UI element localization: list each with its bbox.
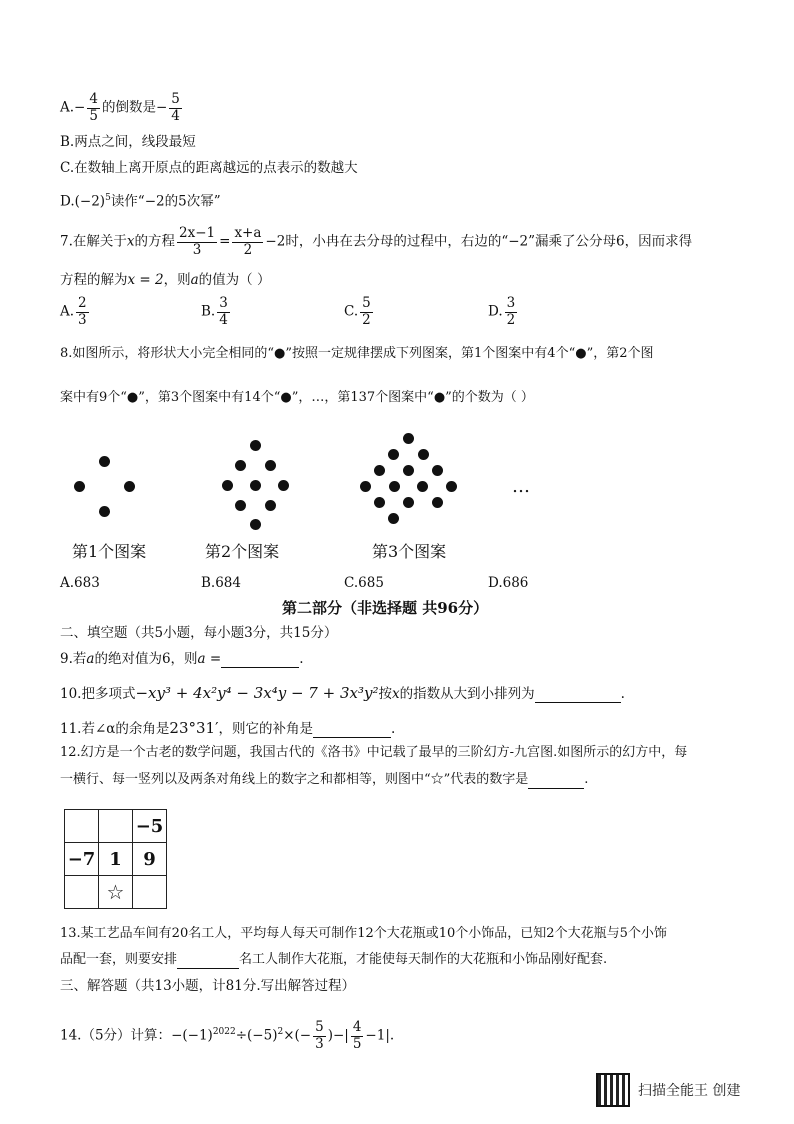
dot xyxy=(389,481,400,492)
magic-square-cell: −7 xyxy=(65,843,99,876)
dot xyxy=(265,460,276,471)
fraction: $\frac{4}{5}$ xyxy=(352,1019,362,1052)
dot xyxy=(250,519,261,530)
dot xyxy=(99,506,110,517)
q7-option-a: A. $\frac{2}{3}$ xyxy=(60,295,87,328)
q7-option-c: C. $\frac{5}{2}$ xyxy=(344,295,371,328)
dot xyxy=(360,481,371,492)
dot xyxy=(250,480,261,491)
section3-title: 三、解答题（共13小题，计81分.写出解答过程） xyxy=(60,978,356,994)
dot xyxy=(432,497,443,508)
fraction: $\frac{5}{4}$ xyxy=(171,91,180,124)
q10: 10.把多项式−xy³ + 4x²y⁴ − 3x⁴y − 7 + 3x³y²按x的指数从大到小排列为 . xyxy=(60,684,625,702)
answer-blank[interactable] xyxy=(535,686,621,703)
dot xyxy=(278,480,289,491)
dot xyxy=(235,460,246,471)
dot xyxy=(432,465,443,476)
answer-blank[interactable] xyxy=(528,772,584,789)
q12-stem-line1: 12.幻方是一个古老的数学问题，我国古代的《洛书》中记载了最早的三阶幻方-九宫图.如图所示的幻方中，每 xyxy=(60,745,688,760)
dot xyxy=(418,449,429,460)
q8-stem-line1: 8.如图所示，将形状大小完全相同的“●”按照一定规律摆成下列图案，第1个图案中有4个“●”，第2个图 xyxy=(60,346,654,361)
dot xyxy=(388,513,399,524)
dot xyxy=(403,465,414,476)
pattern-ellipsis: … xyxy=(512,476,530,497)
magic-square-cell xyxy=(65,810,99,843)
dot xyxy=(235,500,246,511)
dot xyxy=(388,449,399,460)
magic-square-cell xyxy=(133,876,167,909)
fraction: $\frac{x+a}{2}$ xyxy=(234,225,262,258)
dot xyxy=(417,481,428,492)
part2-title: 第二部分（非选择题 共96分） xyxy=(282,599,489,617)
answer-blank[interactable] xyxy=(221,651,299,668)
dot xyxy=(403,433,414,444)
q13-stem-line1: 13.某工艺品车间有20名工人，平均每人每天可制作12个大花瓶或10个小饰品，已知2个大花瓶与5个小饰 xyxy=(60,926,667,941)
q8-option-b: B.684 xyxy=(201,575,241,591)
magic-square-cell xyxy=(99,810,133,843)
fraction: $\frac{2x-1}{3}$ xyxy=(179,225,216,258)
qr-code-icon xyxy=(596,1073,630,1107)
q8-stem-line2: 案中有9个“●”，第3个图案中有14个“●”，…，第137个图案中“●”的个数为（ ） xyxy=(60,390,534,405)
dot xyxy=(222,480,233,491)
magic-square-cell: 1 xyxy=(99,843,133,876)
dot xyxy=(374,465,385,476)
answer-blank[interactable] xyxy=(313,721,391,738)
fraction: $\frac{4}{5}$ xyxy=(89,91,98,124)
magic-square-row xyxy=(65,876,167,909)
fraction: $\frac{5}{3}$ xyxy=(315,1019,324,1052)
q8-option-a: A.683 xyxy=(60,575,100,591)
q6-option-b: B.两点之间，线段最短 xyxy=(60,134,196,150)
q7-option-b: B. $\frac{3}{4}$ xyxy=(201,295,228,328)
q8-option-d: D.686 xyxy=(488,575,529,591)
dot xyxy=(446,481,457,492)
dot xyxy=(250,440,261,451)
caption-pattern-3: 第3个图案 xyxy=(372,542,447,561)
q9: 9.若a的绝对值为6，则a = . xyxy=(60,651,304,667)
scanner-watermark: 扫描全能王 创建 xyxy=(638,1083,741,1099)
magic-square-row xyxy=(65,843,167,876)
q6-option-d: $D.(-2)^5$读作“−2的5次幂” xyxy=(60,193,221,210)
q6-option-c: C.在数轴上离开原点的距离越远的点表示的数越大 xyxy=(60,160,358,176)
dot xyxy=(265,500,276,511)
answer-blank[interactable] xyxy=(177,952,239,969)
q12-stem-line2: 一横行、每一竖列以及两条对角线上的数字之和都相等，则图中“☆”代表的数字是 . xyxy=(60,772,589,787)
q8-option-c: C.685 xyxy=(344,575,384,591)
q7-option-d: D. $\frac{3}{2}$ xyxy=(488,295,516,328)
q13-stem-line2: 品配一套，则要安排 名工人制作大花瓶，才能使每天制作的大花瓶和小饰品刚好配套. xyxy=(60,952,608,967)
q6-option-a: A.− $\frac{4}{5}$ 的倒数是− $\frac{5}{4}$ xyxy=(60,91,180,124)
q7-stem: 7.在解关于x的方程 $\frac{2x-1}{3}$ = $\frac{x+a}{2}$ −2时，小冉在去分母的过程中，右边的“−2”漏乘了公分母6，因而求得 xyxy=(60,225,693,258)
magic-square xyxy=(64,809,167,909)
dot xyxy=(374,497,385,508)
section2-title: 二、填空题（共5小题，每小题3分，共15分） xyxy=(60,625,338,641)
dot xyxy=(124,481,135,492)
caption-pattern-1: 第1个图案 xyxy=(72,542,147,561)
magic-square-cell: −5 xyxy=(133,810,167,843)
dot xyxy=(99,456,110,467)
q7-stem-line2: 方程的解为x = 2，则a的值为（ ） xyxy=(60,272,271,288)
magic-square-row xyxy=(65,810,167,843)
q11: 11.若∠α的余角是23°31′，则它的补角是 . xyxy=(60,719,396,737)
magic-square-cell: 9 xyxy=(133,843,167,876)
q14: 14.（5分）计算：$-(-1)^{2022}\div(-5)^2\times(-$ $\frac{5}{3}$ )−| $\frac{4}{5}$ −1|. xyxy=(60,1019,395,1052)
caption-pattern-2: 第2个图案 xyxy=(205,542,280,561)
star-cell: ☆ xyxy=(99,876,133,909)
dot xyxy=(403,497,414,508)
dot xyxy=(74,481,85,492)
magic-square-cell xyxy=(65,876,99,909)
